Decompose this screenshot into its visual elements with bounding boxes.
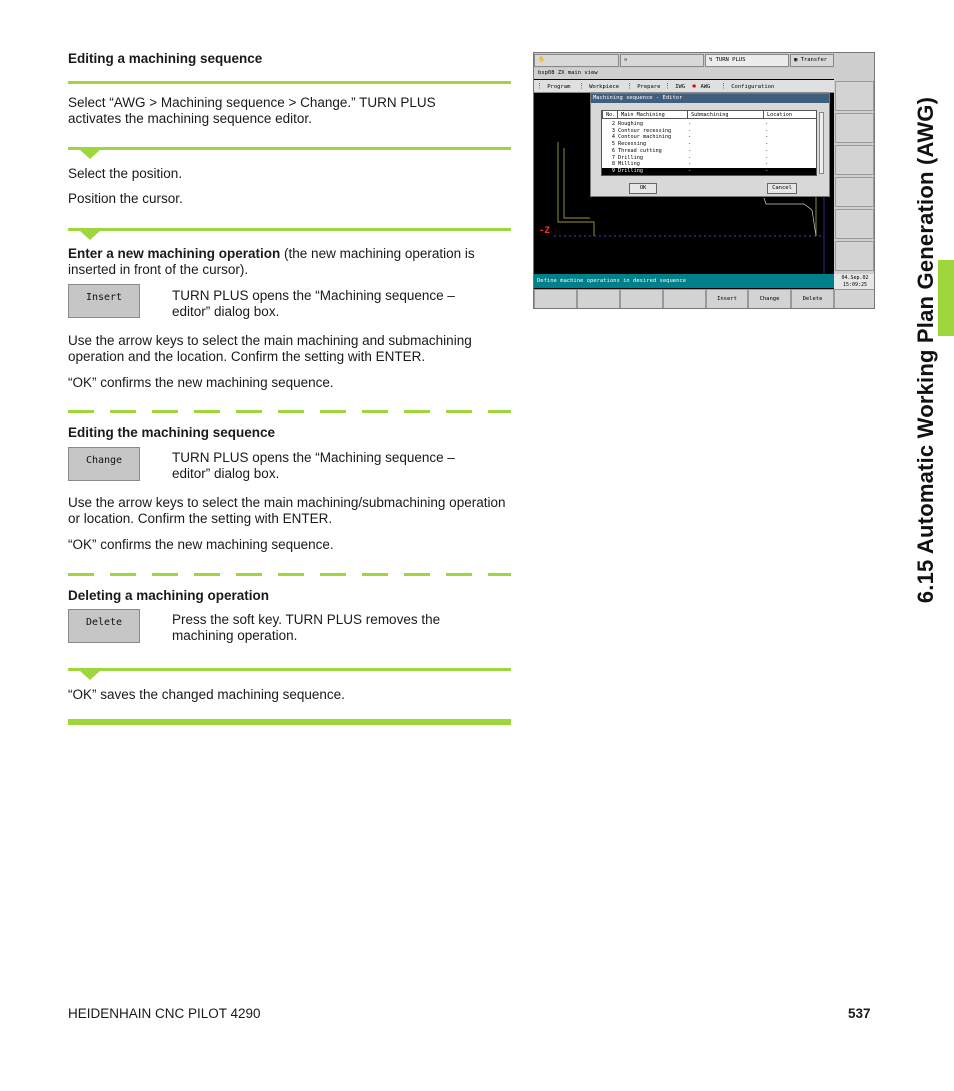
vertical-softkey[interactable]	[835, 81, 874, 111]
chapter-title: 6.15 Automatic Working Plan Generation (AWG)	[913, 96, 939, 604]
mode-tabs	[534, 53, 834, 68]
tab-program[interactable]	[620, 54, 704, 67]
softkey-description: TURN PLUS opens the “Machining sequence – editor” dialog box.	[172, 288, 455, 319]
menu-label: Program	[547, 84, 571, 90]
table-row-selected[interactable]	[602, 168, 816, 175]
row-main: Drilling	[618, 167, 643, 174]
row-main: Roughing	[618, 121, 643, 127]
row-no: 6	[611, 147, 615, 154]
step-arrow-icon	[80, 671, 100, 680]
softkey-description: TURN PLUS opens the “Machining sequence – editor” dialog box.	[172, 450, 455, 481]
menu-label: Prepare	[637, 84, 661, 90]
row-no: 3	[611, 127, 615, 134]
row-main: Thread cutting	[618, 147, 662, 154]
row-no: 5	[611, 141, 615, 148]
softkey-delete[interactable]: Delete	[791, 289, 834, 309]
chapter-side-tab	[898, 40, 954, 660]
menu-label: Configuration	[731, 84, 775, 90]
row-loc: -	[765, 134, 769, 141]
date-time	[834, 274, 875, 289]
section-heading-editing-the-sequence: Editing the machining sequence	[68, 425, 276, 440]
dialog-title: Machining sequence - Editor	[591, 94, 829, 103]
softkey-2[interactable]	[577, 289, 620, 309]
row-no: 2	[611, 121, 615, 127]
program-arrow-icon: ⇛	[624, 57, 628, 63]
table-row[interactable]	[602, 155, 816, 162]
paragraph: “OK” confirms the new machining sequence.	[68, 537, 334, 552]
paragraph: Select “AWG > Machining sequence > Change.” TURN PLUS activates the machining sequence editor.	[68, 95, 436, 126]
status-line: Define machine operations in desired sequence	[534, 274, 834, 288]
row-no: 9	[611, 167, 615, 174]
row-no: 4	[611, 134, 615, 141]
z-axis-label: -Z	[539, 226, 550, 236]
column-header: Main Machining	[617, 110, 688, 119]
menu-icon: ⋮	[626, 82, 638, 90]
divider	[68, 668, 511, 671]
table-scrollbar[interactable]	[819, 112, 824, 174]
row-loc: -	[765, 141, 769, 148]
paragraph-rest: (the new machining operation is inserted in front of the cursor).	[68, 246, 475, 277]
date: 04.Sep.02	[841, 275, 869, 281]
change-softkey[interactable]: Change	[68, 447, 140, 481]
menu-label: AWG	[700, 84, 711, 90]
dashed-divider	[68, 573, 511, 576]
paragraph	[68, 246, 511, 278]
softkey-1[interactable]	[534, 289, 577, 309]
cancel-button[interactable]: Cancel	[767, 183, 797, 194]
dashed-divider	[68, 410, 511, 413]
step-arrow-icon	[80, 150, 100, 159]
row-loc: -	[765, 121, 769, 127]
footer-product: HEIDENHAIN CNC PILOT 4290	[68, 1006, 261, 1021]
row-loc: -	[765, 161, 769, 168]
section-end-bar	[68, 719, 511, 725]
vertical-softkey[interactable]	[835, 241, 874, 271]
menu-icon: ✱	[692, 82, 701, 90]
table-row[interactable]	[602, 134, 816, 141]
row-no: 7	[611, 154, 615, 161]
window-title: bsp08 ZX main view	[534, 68, 838, 79]
menu-label: Workpiece	[589, 84, 620, 90]
menu-icon: ⋮	[536, 82, 548, 90]
vertical-softkey[interactable]	[835, 177, 874, 207]
row-sub: -	[688, 161, 692, 168]
row-sub: -	[688, 147, 692, 154]
row-loc: -	[765, 127, 769, 134]
row-sub: -	[688, 167, 692, 174]
emphasis: Enter a new machining operation	[68, 246, 281, 261]
column-header: Submachining	[687, 110, 764, 119]
time: 15:09:25	[842, 281, 868, 288]
row-loc: -	[765, 147, 769, 154]
paragraph: “OK” saves the changed machining sequence.	[68, 687, 345, 702]
section-heading-deleting: Deleting a machining operation	[68, 588, 270, 603]
softkey-change[interactable]: Change	[748, 289, 791, 309]
row-sub: -	[688, 134, 692, 141]
softkey-description: Press the soft key. TURN PLUS removes the machining operation.	[172, 612, 441, 643]
row-loc: -	[765, 167, 769, 174]
vertical-softkey-bar	[834, 53, 875, 309]
table-row[interactable]	[602, 141, 816, 148]
page-number: 537	[848, 1006, 871, 1021]
menu-icon: ⋮	[720, 82, 732, 90]
divider	[68, 147, 511, 150]
softkey-3[interactable]	[620, 289, 663, 309]
table-row[interactable]	[602, 121, 816, 128]
paragraph: Use the arrow keys to select the main machining and submachining operation and the location. Confirm the setting with ENTER.	[68, 333, 472, 364]
menu-icon: ⋮	[664, 82, 676, 90]
row-sub: -	[688, 154, 692, 161]
step-arrow-icon	[80, 231, 100, 240]
row-main: Contour recessing	[618, 127, 672, 134]
divider	[68, 81, 511, 84]
tab-turnplus-label: TURN PLUS	[715, 57, 746, 63]
paragraph: Use the arrow keys to select the main machining/submachining operation or location. Confirm the setting with ENTER.	[68, 495, 506, 526]
tab-turnplus[interactable]	[705, 54, 789, 67]
vertical-softkey[interactable]	[835, 209, 874, 239]
table-row[interactable]	[602, 128, 816, 135]
row-no: 8	[611, 161, 615, 168]
row-sub: -	[688, 121, 692, 127]
vertical-softkey[interactable]	[835, 145, 874, 175]
menu-icon: ⋮	[578, 82, 590, 90]
table-row[interactable]	[602, 148, 816, 155]
paragraph: Position the cursor.	[68, 191, 183, 206]
menu-label: IWG	[675, 84, 686, 90]
column-header: Location	[763, 110, 817, 119]
softkey-4[interactable]	[663, 289, 706, 309]
turnplus-icon: ↯	[709, 57, 716, 63]
row-main: Recessing	[618, 141, 647, 148]
row-main: Contour machining	[618, 134, 672, 141]
machining-sequence-editor-dialog	[590, 93, 830, 197]
tab-transfer-label: Transfer	[800, 57, 828, 63]
control-screenshot	[533, 52, 875, 309]
paragraph: “OK” confirms the new machining sequence.	[68, 375, 334, 390]
row-sub: -	[688, 141, 692, 148]
paragraph: Select the position.	[68, 166, 183, 181]
insert-softkey[interactable]: Insert	[68, 284, 140, 318]
delete-softkey[interactable]: Delete	[68, 609, 140, 643]
ok-button[interactable]: OK	[629, 183, 657, 194]
row-main: Drilling	[618, 154, 643, 161]
disk-icon: ▣	[794, 57, 801, 63]
column-header: No.	[602, 110, 618, 119]
hand-icon: ✋	[538, 57, 545, 63]
vertical-softkey[interactable]	[835, 113, 874, 143]
section-heading-editing-sequence: Editing a machining sequence	[68, 51, 263, 66]
row-loc: -	[765, 154, 769, 161]
row-main: Milling	[618, 161, 640, 168]
tab-hand[interactable]	[534, 54, 619, 67]
softkey-insert[interactable]: Insert	[706, 289, 748, 309]
row-sub: -	[688, 127, 692, 134]
table-row[interactable]	[602, 161, 816, 168]
sequence-table	[601, 110, 817, 176]
divider	[68, 228, 511, 231]
tab-transfer[interactable]	[790, 54, 834, 67]
softkey-8[interactable]	[834, 289, 875, 309]
